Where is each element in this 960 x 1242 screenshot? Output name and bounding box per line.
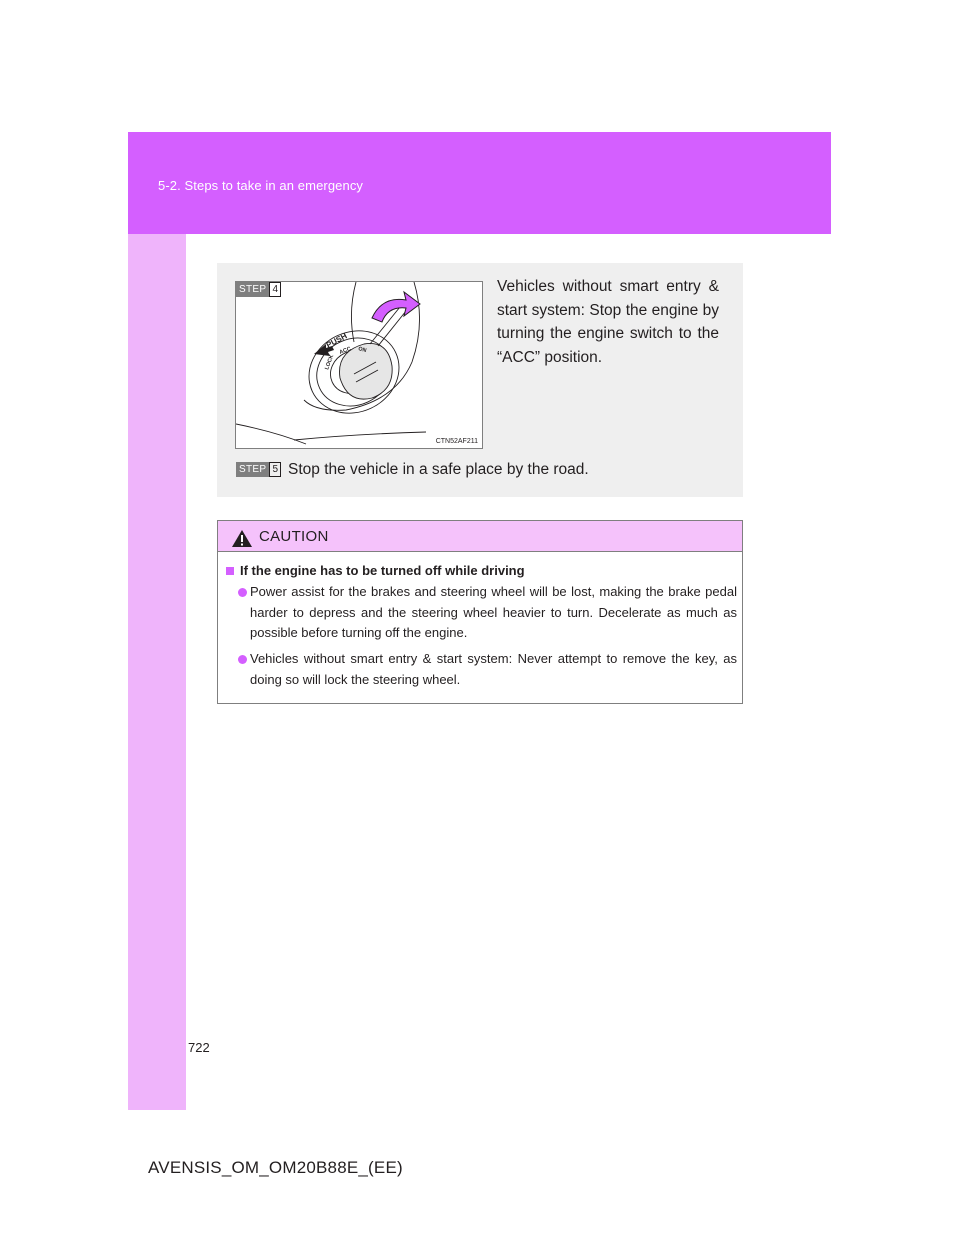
page-number: 722 <box>188 1040 210 1055</box>
square-bullet-icon <box>226 567 234 575</box>
step-4-text: Vehicles without smart entry & start system: Stop the engine by turning the engine switch to the “ACC” position. <box>497 278 719 366</box>
caution-item-text: Vehicles without smart entry & start system: Never attempt to remove the key, as doing so will lock the steering wheel. <box>250 651 737 687</box>
switch-label-lock: LOCK <box>324 353 336 371</box>
step-badge-number: 5 <box>269 462 281 477</box>
step-5-badge <box>236 462 281 477</box>
caution-title: CAUTION <box>259 528 329 545</box>
engine-switch-drawing <box>236 282 482 448</box>
step-4-badge <box>236 282 281 297</box>
step-5-text: Stop the vehicle in a safe place by the road. <box>288 461 589 478</box>
round-bullet-icon <box>238 655 247 664</box>
document-code: AVENSIS_OM_OM20B88E_(EE) <box>148 1158 403 1177</box>
side-margin-band <box>128 234 186 1110</box>
caution-header <box>218 521 742 552</box>
warning-icon <box>231 529 253 548</box>
caution-heading-text: If the engine has to be turned off while driving <box>240 563 525 578</box>
switch-label-acc: ACC <box>338 346 352 356</box>
switch-label-on: ON <box>357 346 368 355</box>
caution-heading <box>226 563 525 578</box>
caution-item-text: Power assist for the brakes and steering wheel will be lost, making the brake pedal harder to depress and the steering wheel heavier to turn. Decelerate as much as possible before turning off the engine. <box>250 584 737 640</box>
step-badge-label: STEP <box>236 282 269 297</box>
round-bullet-icon <box>238 588 247 597</box>
caution-box <box>217 520 743 704</box>
section-title: 5-2. Steps to take in an emergency <box>158 178 364 193</box>
caution-item <box>238 649 737 690</box>
step-badge-label: STEP <box>236 462 269 477</box>
illustration-code: CTN52AF211 <box>435 438 478 445</box>
caution-item <box>238 582 737 644</box>
engine-switch-illustration <box>235 281 483 449</box>
step-badge-number: 4 <box>269 282 281 297</box>
switch-label-push: PUSH <box>324 331 349 350</box>
